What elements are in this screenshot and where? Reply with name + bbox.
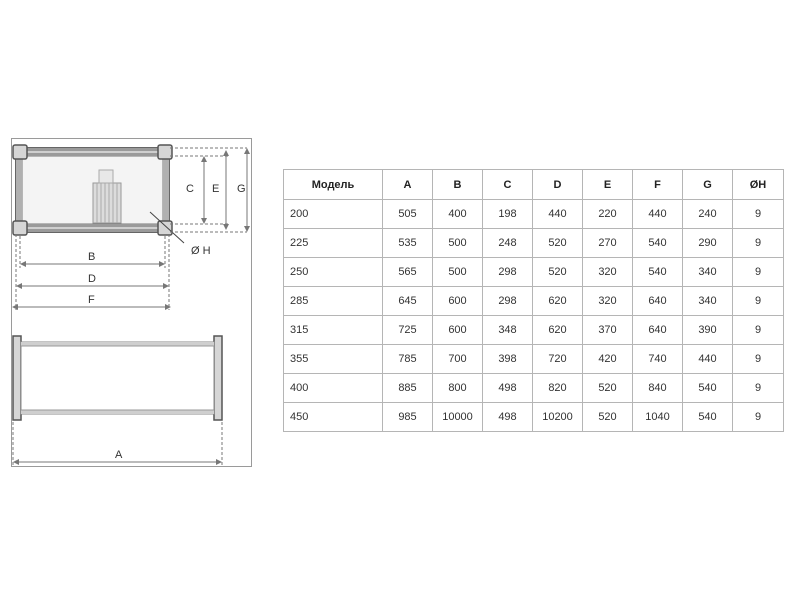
left-flange <box>13 336 21 420</box>
cell-value: 9 <box>733 229 784 258</box>
cell-value: 840 <box>633 374 683 403</box>
cell-value: 9 <box>733 258 784 287</box>
dim-label-g: G <box>237 183 246 195</box>
cell-value: 390 <box>683 316 733 345</box>
cell-value: 600 <box>433 316 483 345</box>
table-row <box>284 316 784 345</box>
duct-body <box>21 342 214 414</box>
table-row <box>284 287 784 316</box>
cell-value: 9 <box>733 316 784 345</box>
cell-value: 540 <box>683 403 733 432</box>
cell-value: 370 <box>583 316 633 345</box>
dim-label-b: B <box>88 251 96 263</box>
cell-model: 225 <box>284 229 383 258</box>
cell-value: 540 <box>683 374 733 403</box>
cell-value: 9 <box>733 200 784 229</box>
cell-value: 885 <box>383 374 433 403</box>
cell-value: 985 <box>383 403 433 432</box>
column-header-f: F <box>633 170 683 200</box>
dim-label-h: Ø H <box>191 245 211 257</box>
cell-model: 355 <box>284 345 383 374</box>
cell-value: 520 <box>533 229 583 258</box>
dim-label-c: C <box>186 183 194 195</box>
cell-value: 1040 <box>633 403 683 432</box>
cell-value: 220 <box>583 200 633 229</box>
cell-value: 640 <box>633 316 683 345</box>
cell-value: 520 <box>583 374 633 403</box>
column-header-e: E <box>583 170 633 200</box>
corner-flange-tl <box>13 145 27 159</box>
cell-model: 450 <box>284 403 383 432</box>
dim-label-a: A <box>115 449 123 461</box>
cell-value: 700 <box>433 345 483 374</box>
cell-value: 540 <box>633 258 683 287</box>
table-row <box>284 403 784 432</box>
cell-value: 620 <box>533 316 583 345</box>
corner-flange-bl <box>13 221 27 235</box>
cell-value: 10200 <box>533 403 583 432</box>
cell-value: 740 <box>633 345 683 374</box>
cell-value: 9 <box>733 403 784 432</box>
cell-model: 400 <box>284 374 383 403</box>
cell-value: 498 <box>483 374 533 403</box>
cell-value: 290 <box>683 229 733 258</box>
cell-value: 398 <box>483 345 533 374</box>
cell-value: 420 <box>583 345 633 374</box>
cell-value: 10000 <box>433 403 483 432</box>
table-row <box>284 200 784 229</box>
dim-label-d: D <box>88 273 96 285</box>
cell-value: 498 <box>483 403 533 432</box>
cell-value: 520 <box>533 258 583 287</box>
side-view <box>13 336 222 420</box>
cell-value: 440 <box>683 345 733 374</box>
cell-value: 298 <box>483 258 533 287</box>
cell-value: 270 <box>583 229 633 258</box>
cell-value: 248 <box>483 229 533 258</box>
dim-label-f: F <box>88 294 95 306</box>
cell-model: 315 <box>284 316 383 345</box>
table-row <box>284 374 784 403</box>
cell-model: 200 <box>284 200 383 229</box>
right-flange <box>214 336 222 420</box>
cell-value: 500 <box>433 229 483 258</box>
cell-value: 9 <box>733 287 784 316</box>
dimensions-table <box>283 169 784 432</box>
column-header-a: A <box>383 170 433 200</box>
front-view <box>13 145 184 243</box>
column-header-model: Модель <box>284 170 383 200</box>
cell-value: 785 <box>383 345 433 374</box>
cell-value: 340 <box>683 258 733 287</box>
dim-label-e: E <box>212 183 220 195</box>
cell-value: 620 <box>533 287 583 316</box>
column-header-d: D <box>533 170 583 200</box>
cell-value: 298 <box>483 287 533 316</box>
corner-flange-tr <box>158 145 172 159</box>
cell-value: 725 <box>383 316 433 345</box>
cell-value: 9 <box>733 374 784 403</box>
column-header-c: C <box>483 170 533 200</box>
cell-value: 340 <box>683 287 733 316</box>
column-header-g: G <box>683 170 733 200</box>
corner-flange-br <box>158 221 172 235</box>
cell-value: 9 <box>733 345 784 374</box>
cell-value: 240 <box>683 200 733 229</box>
cell-value: 645 <box>383 287 433 316</box>
cell-value: 540 <box>633 229 683 258</box>
cell-value: 800 <box>433 374 483 403</box>
cell-value: 520 <box>583 403 633 432</box>
cell-model: 285 <box>284 287 383 316</box>
column-header-h: ØH <box>733 170 784 200</box>
cell-value: 500 <box>433 258 483 287</box>
table-header-row <box>284 170 784 200</box>
cell-value: 640 <box>633 287 683 316</box>
table-row <box>284 258 784 287</box>
cell-value: 198 <box>483 200 533 229</box>
cell-value: 505 <box>383 200 433 229</box>
cell-value: 720 <box>533 345 583 374</box>
cell-value: 440 <box>533 200 583 229</box>
table-row <box>284 345 784 374</box>
cell-value: 565 <box>383 258 433 287</box>
cell-value: 348 <box>483 316 533 345</box>
cell-value: 400 <box>433 200 483 229</box>
cell-value: 440 <box>633 200 683 229</box>
cell-value: 320 <box>583 287 633 316</box>
cell-value: 600 <box>433 287 483 316</box>
cell-value: 535 <box>383 229 433 258</box>
cell-value: 820 <box>533 374 583 403</box>
cell-value: 320 <box>583 258 633 287</box>
column-header-b: B <box>433 170 483 200</box>
cell-model: 250 <box>284 258 383 287</box>
table-row <box>284 229 784 258</box>
